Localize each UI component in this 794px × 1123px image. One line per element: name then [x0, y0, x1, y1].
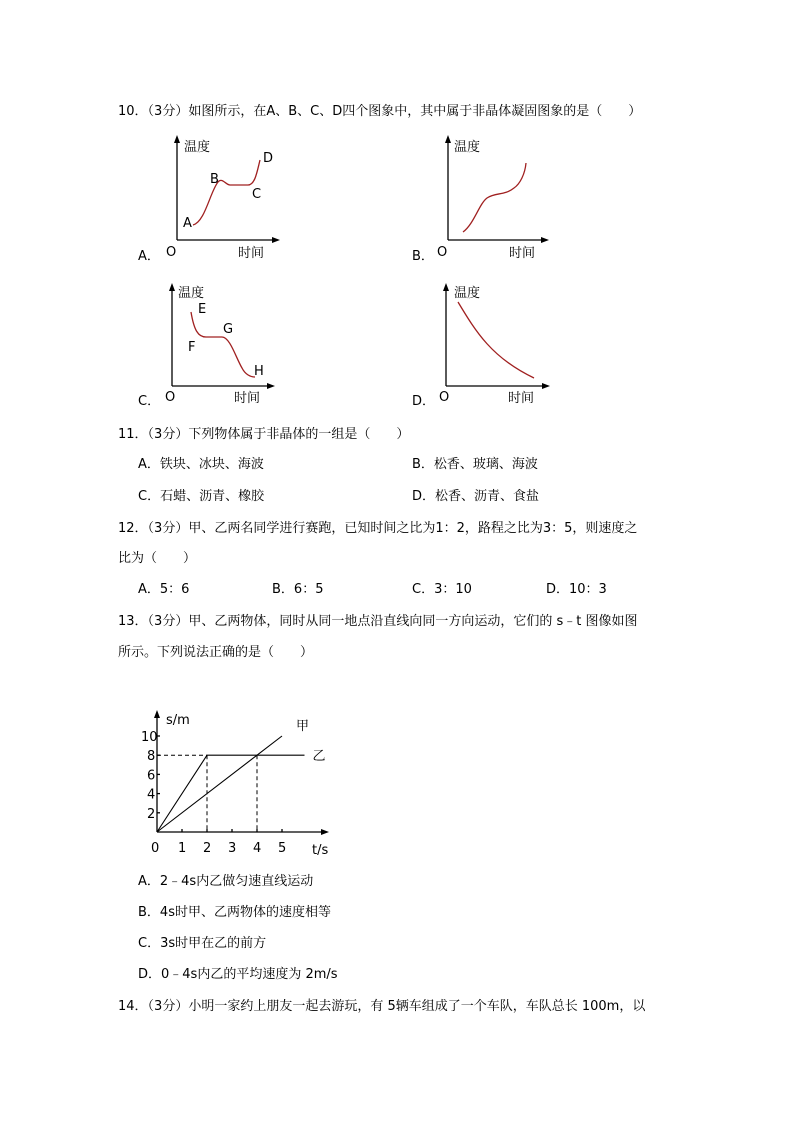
q10c-xlabel: 时间 [234, 391, 261, 406]
q11-stem: 11．（3分）下列物体属于非晶体的一组是（ ） [118, 427, 410, 442]
y-tick-label: 10 [141, 730, 158, 745]
q10a-point-c: C [252, 187, 262, 202]
x-tick-label: 2 [203, 841, 212, 856]
q10-option-c-label[interactable]: C． [138, 394, 161, 409]
q10-option-d-label[interactable]: D． [412, 394, 436, 409]
q11-option-a[interactable]: A．铁块、冰块、海波 [138, 457, 264, 472]
q10c-ylabel: 温度 [178, 286, 205, 301]
q13-option-c[interactable]: C．3s时甲在乙的前方 [138, 936, 267, 951]
x-tick-label: 1 [178, 841, 187, 856]
q10a-origin: O [166, 245, 177, 260]
q10-graph-d [432, 280, 562, 412]
q12-option-c[interactable]: C．3：10 [412, 582, 472, 597]
y-tick-label: 8 [147, 749, 156, 765]
q10c-point-h: H [254, 364, 264, 379]
q12-option-a[interactable]: A．5：6 [138, 582, 190, 597]
q10a-point-b: B [210, 172, 219, 187]
q10-stem: 10．（3分）如图所示，在A、B、C、D四个图象中，其中属于非晶体凝固图象的是（ ） [118, 104, 642, 119]
q10c-point-e: E [198, 302, 207, 317]
q14-stem: 14．（3分）小明一家约上朋友一起去游玩，有 5辆车组成了一个车队，车队总长 100m，以 [118, 999, 646, 1014]
chart-xlabel: t/s [312, 843, 329, 858]
x-tick-label: 4 [253, 841, 262, 856]
q12-stem-line2: 比为（ ） [118, 551, 197, 566]
s-t-chart [130, 700, 350, 860]
q10-graph-a [160, 132, 290, 267]
q10a-ylabel: 温度 [184, 140, 211, 155]
y-tick-label: 4 [147, 787, 156, 803]
q10c-point-f: F [188, 340, 196, 355]
q10a-point-a: A [183, 216, 192, 231]
q11-option-c[interactable]: C．石蜡、沥青、橡胶 [138, 489, 265, 504]
q10a-xlabel: 时间 [238, 246, 265, 261]
series-line-yi [157, 755, 305, 832]
q10b-ylabel: 温度 [454, 140, 481, 155]
q10b-xlabel: 时间 [509, 246, 536, 261]
q12-stem-line1: 12．（3分）甲、乙两名同学进行赛跑，已知时间之比为1：2，路程之比为3：5，则速度之 [118, 521, 638, 536]
q10-graph-b [432, 132, 562, 267]
q13-stem-line1: 13．（3分）甲、乙两物体，同时从同一地点沿直线向同一方向运动，它们的 s﹣t 图像如图 [118, 614, 638, 629]
q13-option-b[interactable]: B．4s时甲、乙两物体的速度相等 [138, 905, 331, 920]
q10-option-a-label[interactable]: A． [138, 249, 160, 264]
q10-graph-c [160, 280, 290, 412]
q13-option-a[interactable]: A．2﹣4s内乙做匀速直线运动 [138, 874, 314, 889]
q10d-xlabel: 时间 [508, 391, 535, 406]
q10d-origin: O [439, 390, 450, 405]
series-label-yi: 乙 [312, 749, 326, 765]
x-tick-label: 5 [278, 841, 287, 856]
q13-option-d[interactable]: D．0﹣4s内乙的平均速度为 2m/s [138, 967, 338, 982]
q10c-point-g: G [223, 322, 234, 337]
q10-option-b-label[interactable]: B． [412, 249, 434, 264]
q10b-origin: O [437, 245, 448, 260]
chart-ylabel: s/m [166, 713, 190, 728]
q10c-origin: O [165, 390, 176, 405]
q10d-ylabel: 温度 [454, 286, 481, 301]
q10a-point-d: D [263, 151, 274, 166]
q12-option-b[interactable]: B．6：5 [272, 582, 324, 597]
y-tick-label: 2 [147, 806, 156, 822]
q12-option-d[interactable]: D．10：3 [546, 582, 607, 597]
q11-option-b[interactable]: B．松香、玻璃、海波 [412, 457, 538, 472]
q13-stem-line2: 所示。下列说法正确的是（ ） [118, 645, 314, 660]
q11-option-d[interactable]: D．松香、沥青、食盐 [412, 489, 540, 504]
chart-origin: 0 [151, 841, 160, 856]
series-line-jia [157, 736, 282, 832]
series-label-jia: 甲 [296, 719, 310, 734]
y-tick-label: 6 [147, 768, 156, 784]
x-tick-label: 3 [228, 841, 237, 856]
